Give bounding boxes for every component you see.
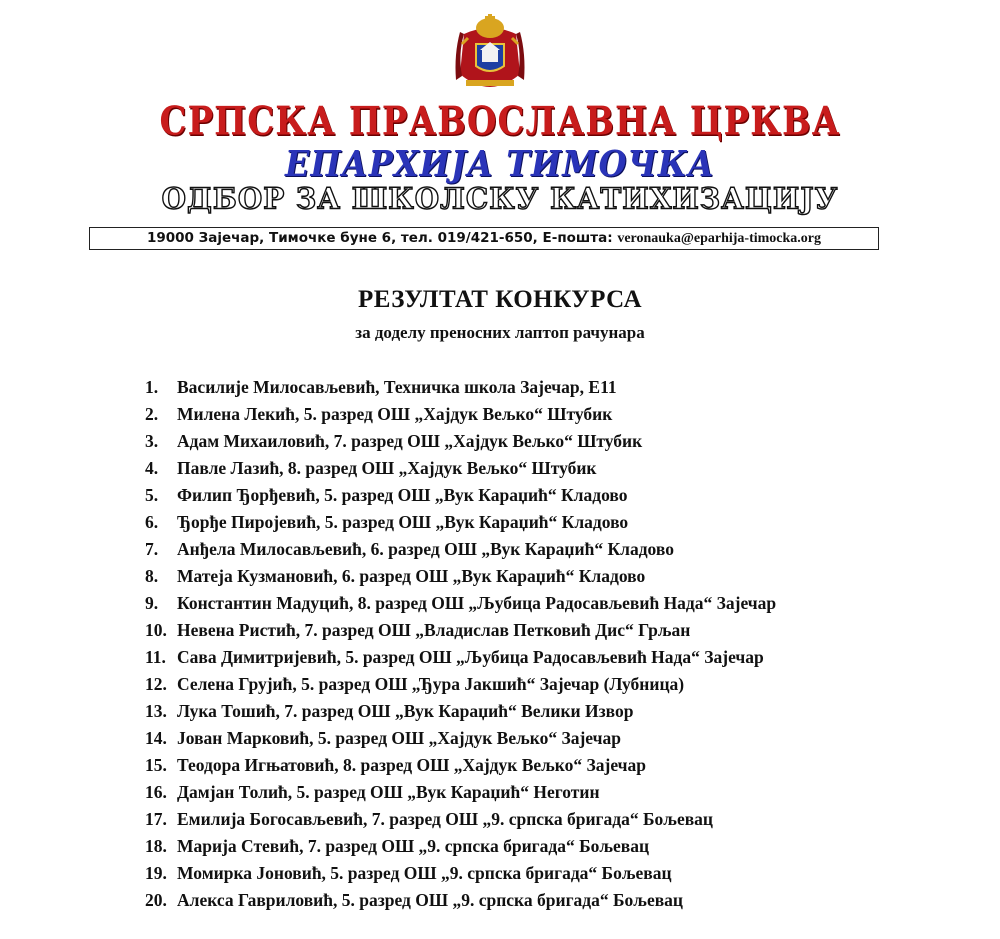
contact-box [89,227,879,250]
item-number: 8. [145,566,159,586]
item-number: 6. [145,512,159,532]
list-item [145,374,965,401]
item-text: Милена Лекић, 5. разред ОШ „Хајдук Вељко“ Штубик [177,404,613,424]
item-text: Филип Ђорђевић, 5. разред ОШ „Вук Караџић“ Кладово [177,485,628,505]
list-item [145,779,965,806]
item-number: 13. [145,701,167,721]
contact-info: 19000 Зајечар, Тимочке буне 6, тел. 019/421-650, Е-пошта: [146,230,613,246]
item-text: Момирка Јоновић, 5. разред ОШ „9. српска бригада“ Бољевац [177,863,672,883]
results-list [145,374,965,914]
item-number: 9. [145,593,159,613]
list-item [145,806,965,833]
list-item [145,482,965,509]
item-text: Сава Димитријевић, 5. разред ОШ „Љубица Радосављевић Нада“ Зајечар [177,647,764,667]
item-text: Константин Мадуцић, 8. разред ОШ „Љубица Радосављевић Нада“ Зајечар [177,593,777,613]
item-text: Теодора Игњатовић, 8. разред ОШ „Хајдук Вељко“ Зајечар [177,755,647,775]
document-subtitle: за доделу преносних лаптоп рачунара [355,323,645,342]
item-text: Алекса Гавриловић, 5. разред ОШ „9. српска бригада“ Бољевац [177,890,684,910]
item-text: Марија Стевић, 7. разред ОШ „9. српска бригада“ Бољевац [177,836,650,856]
item-number: 4. [145,458,159,478]
list-item [145,428,965,455]
list-item [145,590,965,617]
item-text: Лука Тошић, 7. разред ОШ „Вук Караџић“ Велики Извор [177,701,634,721]
item-text: Невена Ристић, 7. разред ОШ „Владислав Петковић Дис“ Грљан [177,620,691,640]
list-item [145,455,965,482]
item-number: 14. [145,728,167,748]
item-text: Павле Лазић, 8. разред ОШ „Хајдук Вељко“ Штубик [177,458,597,478]
item-number: 11. [145,647,166,667]
church-title: СРПСКА ПРАВОСЛАВНА ЦРКВА [159,99,841,145]
list-item [145,401,965,428]
item-number: 10. [145,620,167,640]
list-item [145,563,965,590]
list-item [145,617,965,644]
item-number: 7. [145,539,159,559]
item-number: 2. [145,404,159,424]
list-item [145,671,965,698]
item-number: 20. [145,890,167,910]
item-text: Јован Марковић, 5. разред ОШ „Хајдук Вељко“ Зајечар [177,728,621,748]
item-number: 17. [145,809,167,829]
item-number: 12. [145,674,167,694]
list-item [145,860,965,887]
item-number: 1. [145,377,159,397]
item-number: 19. [145,863,167,883]
list-item [145,725,965,752]
item-text: Анђела Милосављевић, 6. разред ОШ „Вук Караџић“ Кладово [177,539,674,559]
item-text: Адам Михаиловић, 7. разред ОШ „Хајдук Вељко“ Штубик [177,431,643,451]
board-title: ОДБОР ЗА ШКОЛСКУ КАТИХИЗАЦИЈУ [161,181,839,216]
contact-email: veronauka@eparhija-timocka.org [617,231,822,246]
item-number: 3. [145,431,159,451]
item-number: 15. [145,755,167,775]
item-number: 18. [145,836,167,856]
item-text: Емилија Богосављевић, 7. разред ОШ „9. српска бригада“ Бољевац [177,809,713,829]
item-text: Селена Грујић, 5. разред ОШ „Ђура Јакшић“ Зајечар (Лубница) [177,674,685,694]
item-number: 5. [145,485,159,505]
list-item [145,833,965,860]
eparchy-title: ЕПАРХИЈА ТИМОЧКА [285,143,715,185]
item-text: Матеја Кузмановић, 6. разред ОШ „Вук Караџић“ Кладово [177,566,646,586]
list-item [145,752,965,779]
list-item [145,509,965,536]
list-item [145,644,965,671]
list-item [145,698,965,725]
list-item [145,536,965,563]
item-text: Василије Милосављевић, Техничка школа Зајечар, Е11 [177,377,617,397]
item-text: Дамјан Толић, 5. разред ОШ „Вук Караџић“ Неготин [177,782,600,802]
item-number: 16. [145,782,167,802]
item-text: Ђорђе Пиројевић, 5. разред ОШ „Вук Караџић“ Кладово [177,512,629,532]
document-title: РЕЗУЛТАТ КОНКУРСА [357,286,643,313]
list-item [145,887,965,914]
eparchy-coat-of-arms-icon [454,14,526,96]
